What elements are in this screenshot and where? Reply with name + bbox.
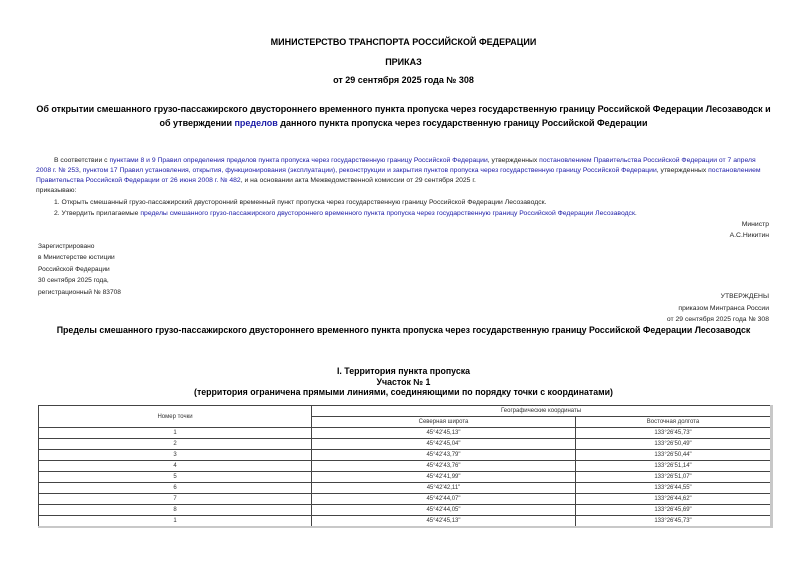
order-date-number: от 29 сентября 2025 года № 308: [333, 75, 474, 85]
latitude-cell: 45°42'42,11": [312, 483, 576, 494]
longitude-cell: 133°26'44,62": [576, 494, 771, 505]
latitude-cell: 45°42'45,13": [312, 428, 576, 439]
registration-line: в Министерстве юстиции: [38, 254, 115, 262]
header-point-number: Номер точки: [39, 406, 312, 428]
order-title: [0, 102, 807, 130]
link-decree-253[interactable]: постановлением Правительства Российской Федерации от 7 апреля 2008 г. № 253: [36, 157, 756, 174]
table-row: [39, 428, 771, 439]
latitude-cell: 45°42'41,99": [312, 472, 576, 483]
longitude-cell: 133°26'50,44": [576, 450, 771, 461]
limits-title: Пределы смешанного грузо-пассажирского двустороннего временного пункта пропуска через государственную границу Российской Федерации Лесозаводск: [56, 325, 751, 335]
point-number-cell: 5: [39, 472, 312, 483]
registration-line: Зарегистрировано: [38, 243, 95, 250]
approval-date: от 29 сентября 2025 года № 308: [666, 316, 769, 323]
longitude-cell: 133°26'51,07": [576, 472, 771, 483]
longitude-cell: 133°26'45,69": [576, 505, 771, 516]
point-number-cell: 2: [39, 439, 312, 450]
longitude-cell: 133°26'44,55": [576, 483, 771, 494]
signature-position: Министр: [741, 221, 769, 228]
order-item-2: [54, 209, 637, 219]
header-latitude: Северная широта: [312, 417, 576, 428]
table-row: [39, 450, 771, 461]
latitude-cell: 45°42'44,05": [312, 505, 576, 516]
point-number-cell: 1: [39, 428, 312, 439]
table-row: [39, 461, 771, 472]
table-shadow: [770, 405, 773, 527]
title-link-limits[interactable]: пределов: [234, 118, 278, 128]
section-heading: I. Территория пункта пропуска: [336, 366, 471, 376]
point-number-cell: 6: [39, 483, 312, 494]
latitude-cell: 45°42'43,76": [312, 461, 576, 472]
title-text-1: Об открытии смешанного грузо-пассажирского двустороннего временного пункта пропуска через государственную границу Российской Федерации Лесозаводск и об утверждении: [36, 104, 771, 128]
link-limits-appendix[interactable]: пределы смешанного грузо-пассажирского двустороннего временного пункта пропуска через государственную границу Российской Федерации Лесозаводск: [140, 210, 635, 217]
preamble-text: ,: [78, 166, 83, 174]
registration-line: Российской Федерации: [38, 265, 110, 273]
latitude-cell: 45°42'44,07": [312, 494, 576, 505]
header-longitude: Восточная долгота: [576, 417, 771, 428]
approval-label: УТВЕРЖДЕНЫ: [720, 293, 769, 300]
longitude-cell: 133°26'51,14": [576, 461, 771, 472]
doc-type-heading: ПРИКАЗ: [385, 57, 422, 67]
section-heading-block: [0, 366, 807, 398]
point-number-cell: 3: [39, 450, 312, 461]
latitude-cell: 45°42'45,13": [312, 516, 576, 527]
registration-line: регистрационный № 83708: [38, 288, 121, 296]
point-number-cell: 4: [39, 461, 312, 472]
point-number-cell: 8: [39, 505, 312, 516]
title-text-2: данного пункта пропуска через государственную границу Российской Федерации: [277, 118, 648, 128]
approval-by: приказом Минтранса России: [678, 305, 769, 312]
preamble-text: , и на основании акта Межведомственной комиссии от 29 сентября 2025 г.: [240, 176, 476, 184]
point-number-cell: 1: [39, 516, 312, 527]
latitude-cell: 45°42'45,04": [312, 439, 576, 450]
latitude-cell: 45°42'43,79": [312, 450, 576, 461]
link-rules-points-8-9[interactable]: пунктами 8 и 9 Правил определения пределов пункта пропуска через государственную границу Российской Федерации: [109, 157, 488, 164]
preamble-text: , утвержденных: [656, 166, 709, 174]
longitude-cell: 133°26'45,73": [576, 428, 771, 439]
table-row: [39, 494, 771, 505]
table-row: [39, 439, 771, 450]
registration-line: 30 сентября 2025 года,: [38, 277, 109, 285]
preamble-text: В соответствии с: [54, 157, 110, 164]
item-2-suffix: .: [634, 210, 637, 217]
link-rules-point-17[interactable]: пунктом 17 Правил установления, открытия, функционирования (эксплуатации), реконструкции и закрытия пунктов пропуска через государственную границу Российской Федерации: [82, 166, 657, 174]
table-row: [39, 472, 771, 483]
order-word: приказываю:: [36, 187, 77, 194]
table-row: [39, 516, 771, 527]
table-row: [39, 483, 771, 494]
point-number-cell: 7: [39, 494, 312, 505]
longitude-cell: 133°26'45,73": [576, 516, 771, 527]
header-geo-coordinates: Географические координаты: [312, 406, 771, 417]
coordinates-table: [38, 405, 771, 527]
ministry-heading: МИНИСТЕРСТВО ТРАНСПОРТА РОССИЙСКОЙ ФЕДЕРАЦИИ: [270, 37, 537, 47]
section-subheading: Участок № 1: [376, 376, 431, 387]
preamble-paragraph: [36, 156, 772, 185]
registration-block: [38, 241, 121, 298]
link-decree-482[interactable]: постановлением Правительства Российской Федерации от 26 июня 2008 г. № 482: [36, 166, 761, 184]
table-row: [39, 505, 771, 516]
signature-name: А.С.Никитин: [729, 232, 769, 239]
item-2-prefix: 2. Утвердить прилагаемые: [54, 210, 141, 217]
section-note: (территория ограничена прямыми линиями, соединяющими по порядку точки с координатами): [194, 387, 613, 397]
table-shadow: [38, 526, 773, 528]
order-item-1: 1. Открыть смешанный грузо-пассажирский двусторонний временный пункт пропуска через государственную границу Российской Федерации Лесозаводск.: [54, 199, 547, 206]
longitude-cell: 133°26'50,49": [576, 439, 771, 450]
preamble-text: , утвержденных: [487, 157, 540, 164]
